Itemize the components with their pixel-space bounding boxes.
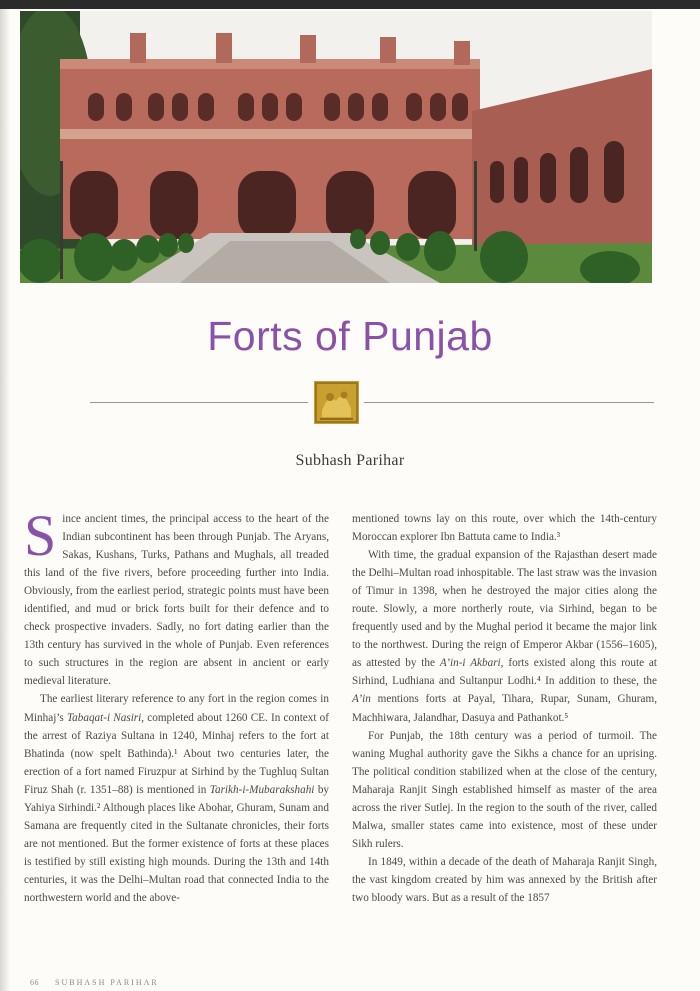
gold-relief-emblem <box>314 381 359 424</box>
page-number: 66 <box>30 978 39 987</box>
running-head: SUBHASH PARIHAR <box>55 978 159 987</box>
right-column <box>352 510 657 907</box>
paragraph-4: With time, the gradual expansion of the Rajasthan desert made the Delhi–Multan road inhospitable. The last straw was the invasion of Timur in 1398, when he destroyed the major cities along the route. Slowly, a more northerly route, via Sirhind, began to be frequently used and by the Mughal period it became the major link to the northwest. During the reign of Emperor Akbar (1556–1605), as attested by the A’in-i Akbari, forts existed along this route at Sirhind, Ludhiana and Sultanpur Lodhi.⁴ In addition to these, the A’in mentions forts at Payal, Tihara, Rupar, Sunam, Ghuram, Machhiwara, Jalandhar, Dasuya and Pathankot.⁵ <box>352 549 658 724</box>
paragraph-6: In 1849, within a decade of the death of Maharaja Ranjit Singh, the vast kingdom created by him was annexed by the British after two bloody wars. But as a result of the 1857 <box>352 855 657 904</box>
author-name: Subhash Parihar <box>295 452 405 469</box>
drop-cap: S <box>24 503 57 568</box>
fort-photo <box>20 11 652 283</box>
title-rule-left <box>90 402 308 403</box>
scan-top-edge <box>0 0 700 9</box>
paragraph-3: mentioned towns lay on this route, over which the 14th-century Moroccan explorer Ibn Battuta came to India.³ <box>352 513 657 544</box>
paragraph-1: Since ancient times, the principal access to the heart of the Indian subcontinent has been through Punjab. The Aryans, Sakas, Kushans, Turks, Pathans and Mughals, all treaded this land of the five rivers, before proceeding further into India. Obviously, from the earliest period, strategic points must have been identified, and mud or brick forts built for their defence and to check prospective invaders. Sadly, no fort dating earlier than the 13th century has survived in the whole of Punjab. Even references to such structures in the region are absent in ancient or early medieval literature. <box>24 503 329 688</box>
left-column <box>24 503 330 907</box>
paragraph-2: The earliest literary reference to any fort in the region comes in Minhaj’s Tabaqat-i Nasiri, completed about 1260 CE. In context of the arrest of Raziya Sultana in 1240, Minhaj refers to the fort at Bhatinda (now spelt Bathinda).¹ About two centuries later, the erection of a fort named Firuzpur at Sirhind by the Tughluq Sultan Firuz Shah (r. 1351–88) is mentioned in Tarikh-i-Mubarakshahi by Yahiya Sirhindi.² Although places like Abohar, Ghuram, Sunam and Samana are frequently cited in the Sultanate chronicles, their forts are not mentioned. But the former existence of forts at these places is testified by still existing high mounds. During the 13th and 14th centuries, it was the Delhi–Multan road that connected India to the northwestern world and the above- <box>24 693 330 904</box>
title-rule-right <box>364 402 654 403</box>
page-gutter-shadow <box>0 9 10 991</box>
paragraph-5: For Punjab, the 18th century was a period of turmoil. The waning Mughal authority gave the Sikhs a chance for an uprising. The political condition stabilized when at the close of the century, Maharaja Ranjit Singh established himself as master of the area across the river Sutlej. In the region to the south of the river, called Malwa, smaller states came into existence, most of these under Sikh rulers. <box>352 729 657 850</box>
page-footer <box>30 978 159 987</box>
page-title: Forts of Punjab <box>207 313 493 359</box>
